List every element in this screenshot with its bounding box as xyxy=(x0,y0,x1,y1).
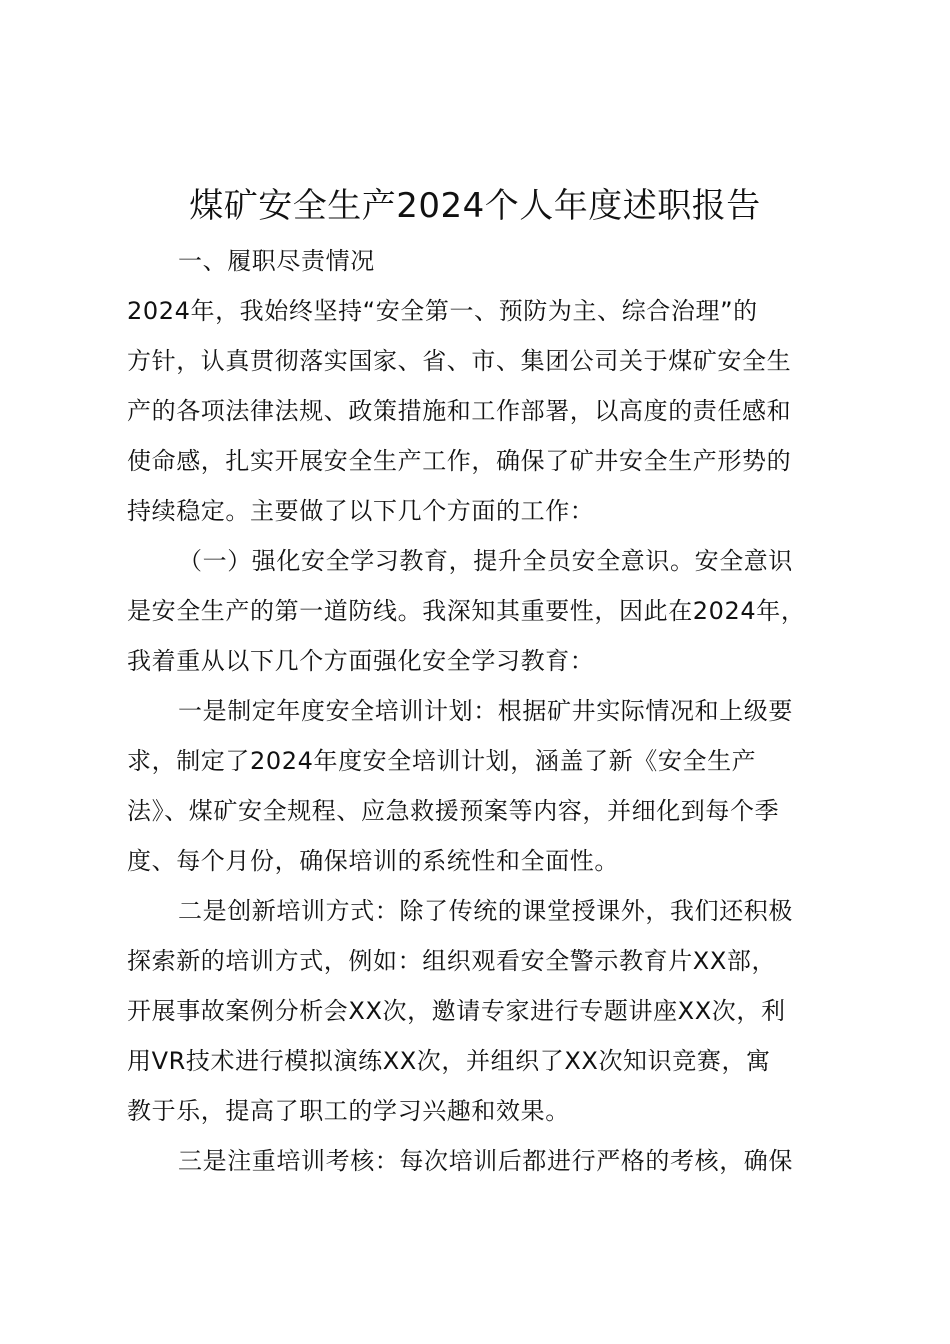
document-body xyxy=(127,236,847,1186)
paragraph-line: 求，制定了2024年度安全培训计划，涵盖了新《安全生产 xyxy=(127,747,757,775)
document-title: 煤矿安全生产2024个人年度述职报告 xyxy=(189,186,761,226)
section-heading: 一、履职尽责情况 xyxy=(178,247,375,275)
paragraph-line: 使命感，扎实开展安全生产工作，确保了矿井安全生产形势的 xyxy=(127,447,792,475)
paragraph-line: 是安全生产的第一道防线。我深知其重要性，因此在2024年， xyxy=(127,597,806,625)
paragraph-line: 持续稳定。主要做了以下几个方面的工作： xyxy=(127,497,595,525)
paragraph-line: 用VR技术进行模拟演练XX次，并组织了XX次知识竞赛，寓 xyxy=(127,1047,771,1075)
paragraph-line: 方针，认真贯彻落实国家、省、市、集团公司关于煤矿安全生 xyxy=(127,347,792,375)
paragraph-line: 一是制定年度安全培训计划：根据矿井实际情况和上级要 xyxy=(178,697,793,725)
paragraph-line: 度、每个月份，确保培训的系统性和全面性。 xyxy=(127,847,619,875)
paragraph-line: 教于乐，提高了职工的学习兴趣和效果。 xyxy=(127,1097,570,1125)
paragraph-line: 我着重从以下几个方面强化安全学习教育： xyxy=(127,647,595,675)
paragraph-line: 三是注重培训考核：每次培训后都进行严格的考核，确保 xyxy=(178,1147,793,1175)
paragraph-line: 二是创新培训方式：除了传统的课堂授课外，我们还积极 xyxy=(178,897,793,925)
paragraph-line: 2024年，我始终坚持“安全第一、预防为主、综合治理”的 xyxy=(127,297,758,325)
paragraph-line: 产的各项法律法规、政策措施和工作部署，以高度的责任感和 xyxy=(127,397,792,425)
paragraph-line: 开展事故案例分析会XX次，邀请专家进行专题讲座XX次，利 xyxy=(127,997,786,1025)
paragraph-line: 法》、煤矿安全规程、应急救援预案等内容，并细化到每个季 xyxy=(127,797,780,825)
subsection-line: （一）强化安全学习教育，提升全员安全意识。安全意识 xyxy=(178,547,793,575)
paragraph-line: 探索新的培训方式，例如：组织观看安全警示教育片XX部， xyxy=(127,947,777,975)
